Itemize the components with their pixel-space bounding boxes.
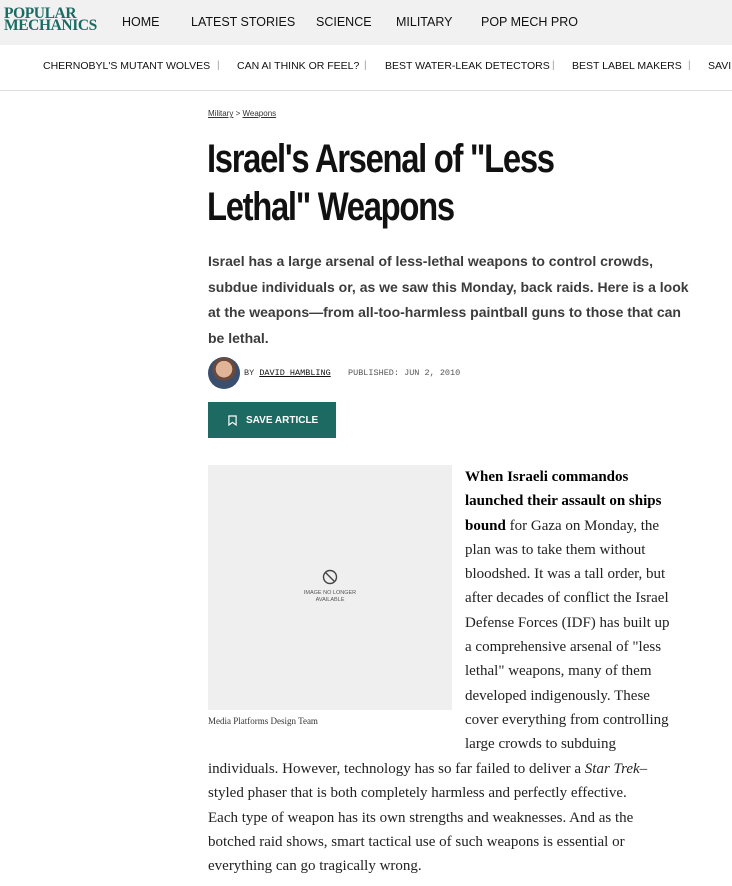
nav-science[interactable]: SCIENCE xyxy=(316,15,372,29)
trending-link[interactable]: CAN AI THINK OR FEEL? xyxy=(237,60,360,72)
save-article-label: SAVE ARTICLE xyxy=(246,414,319,426)
article-body-full xyxy=(208,757,696,878)
image-unavailable-line-2: AVAILABLE xyxy=(315,597,345,603)
separator: | xyxy=(552,60,555,71)
body-line: styled phaser that is both completely harmless and perfectly effective. xyxy=(208,785,627,802)
star-trek-emphasis: Star Trek xyxy=(584,761,640,777)
no-image-icon xyxy=(322,569,338,585)
logo-line-2: MECHANICS xyxy=(4,17,97,34)
body-line: botched raid shows, smart tactical use of such weapons is essential or xyxy=(208,833,625,850)
page-title xyxy=(207,135,617,231)
published-date: PUBLISHED: JUN 2, 2010 xyxy=(348,368,461,378)
author-avatar[interactable] xyxy=(208,357,240,389)
save-article-button[interactable] xyxy=(208,402,336,438)
breadcrumb-separator: > xyxy=(235,109,241,118)
nav-pop-mech-pro[interactable]: POP MECH PRO xyxy=(481,15,579,29)
body-line: bound for Gaza on Monday, the xyxy=(465,517,660,534)
body-line: everything can go tragically wrong. xyxy=(208,858,422,875)
body-line: lethal" weapons, many of them xyxy=(465,663,652,680)
headline-line-2: Lethal" Weapons xyxy=(207,185,454,229)
breadcrumb xyxy=(208,109,276,118)
body-line: after decades of conflict the Israel xyxy=(465,590,669,607)
article-dek: Israel has a large arsenal of less-lethal weapons to control crowds, subdue individuals or, as we saw this Monday, back raids. Here is a look at the weapons—from all-too-harmless paintball guns to those that can be lethal. xyxy=(208,253,689,346)
body-line: a comprehensive arsenal of "less xyxy=(465,639,662,656)
body-line: launched their assault on ships xyxy=(465,493,662,510)
breadcrumb-military[interactable]: Military xyxy=(208,109,234,118)
separator: | xyxy=(688,60,691,71)
article-image xyxy=(208,465,452,710)
trending-link[interactable]: SAVI xyxy=(708,60,732,72)
body-line: Each type of weapon has its own strengths and weaknesses. And as the xyxy=(208,809,634,826)
body-line: large crowds to subduing xyxy=(465,736,616,753)
site-logo[interactable] xyxy=(4,5,104,34)
body-line: plan was to take them without xyxy=(465,541,646,558)
article-body-wrapped xyxy=(465,465,697,757)
separator: | xyxy=(217,60,220,71)
image-unavailable-text xyxy=(208,590,452,604)
separator: | xyxy=(364,60,367,71)
byline-by: BY xyxy=(244,368,255,378)
nav-military[interactable]: MILITARY xyxy=(396,15,453,29)
image-caption: Media Platforms Design Team xyxy=(208,716,318,726)
top-nav xyxy=(0,0,732,45)
trending-bar xyxy=(0,45,732,91)
byline xyxy=(244,368,331,378)
trending-link[interactable]: CHERNOBYL'S MUTANT WOLVES xyxy=(43,60,211,72)
body-line: bloodshed. It was a tall order, but xyxy=(465,566,666,583)
body-line: developed indigenously. These xyxy=(465,687,650,704)
body-line: individuals. However, technology has so far failed to deliver a Star Trek– xyxy=(208,761,648,777)
nav-home[interactable]: HOME xyxy=(122,15,160,29)
body-line: Defense Forces (IDF) has built up xyxy=(465,614,670,631)
nav-latest-stories[interactable]: LATEST STORIES xyxy=(191,15,296,29)
author-link[interactable]: DAVID HAMBLING xyxy=(259,368,331,378)
trending-link[interactable]: BEST WATER-LEAK DETECTORS xyxy=(385,60,550,72)
breadcrumb-weapons[interactable]: Weapons xyxy=(242,109,277,118)
headline-line-1: Israel's Arsenal of "Less xyxy=(207,137,554,181)
body-line: cover everything from controlling xyxy=(465,711,669,728)
bookmark-icon xyxy=(228,415,237,426)
trending-link[interactable]: BEST LABEL MAKERS xyxy=(572,60,682,72)
logo-line-1: POPULAR xyxy=(4,5,77,22)
image-unavailable-line-1: IMAGE NO LONGER xyxy=(303,590,357,596)
body-line: When Israeli commandos xyxy=(465,469,629,485)
